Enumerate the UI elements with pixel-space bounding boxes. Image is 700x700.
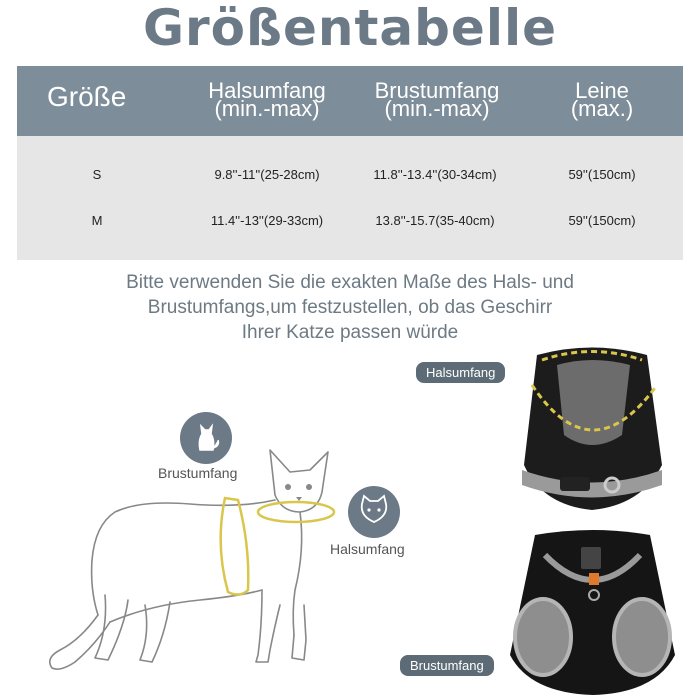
table-header (17, 66, 683, 136)
chest-label: Brustumfang (158, 465, 238, 481)
header-leash-line2: (max.) (570, 96, 634, 121)
header-leash (527, 78, 677, 121)
neck-label: Halsumfang (330, 541, 405, 557)
cat-eye (306, 484, 312, 490)
row-m-size: M (91, 213, 103, 228)
row-m-leash: 59''(150cm) (568, 213, 636, 228)
header-leash-line1: Leine (575, 78, 629, 103)
neck-pill: Halsumfang (416, 362, 505, 383)
brand-tag (581, 547, 601, 569)
instruction-line: Brustumfangs,um festzustellen, ob das Geschirr (147, 297, 553, 318)
table-body (17, 136, 683, 260)
row-s-leash: 59''(150cm) (568, 167, 636, 182)
chest-measure-ring (221, 498, 249, 595)
header-neck-line2: (min.-max) (214, 96, 320, 121)
row-s-neck: 9.8''-11''(25-28cm) (214, 167, 320, 182)
chest-pill: Brustumfang (400, 655, 494, 676)
row-m-neck: 11.4''-13''(29-33cm) (210, 213, 324, 228)
header-size: Größe (47, 81, 127, 112)
cat-outline (50, 450, 328, 669)
size-table (17, 66, 683, 260)
harness-bottom-photo (505, 525, 680, 695)
row-s-chest: 11.8''-13.4''(30-34cm) (373, 167, 497, 182)
header-neck (177, 78, 357, 121)
header-chest-line1: Brustumfang (374, 78, 500, 103)
row-m-chest: 13.8''-15.7(35-40cm) (375, 213, 495, 228)
instruction-text (40, 270, 660, 345)
cat-face-icon (348, 486, 400, 538)
header-chest-line2: (min.-max) (384, 96, 490, 121)
cat-sitting-icon (180, 412, 232, 464)
cat-nose (296, 497, 302, 501)
header-chest (347, 78, 527, 121)
cat-eye (285, 484, 291, 490)
harness-top-photo (512, 345, 672, 515)
row-s-size: S (92, 167, 102, 182)
page-title: Größentabelle (142, 0, 558, 57)
header-neck-line1: Halsumfang (208, 78, 326, 103)
instruction-line: Bitte verwenden Sie die exakten Maße des Hals- und (126, 272, 574, 293)
instruction-line: Ihrer Katze passen würde (241, 322, 459, 343)
